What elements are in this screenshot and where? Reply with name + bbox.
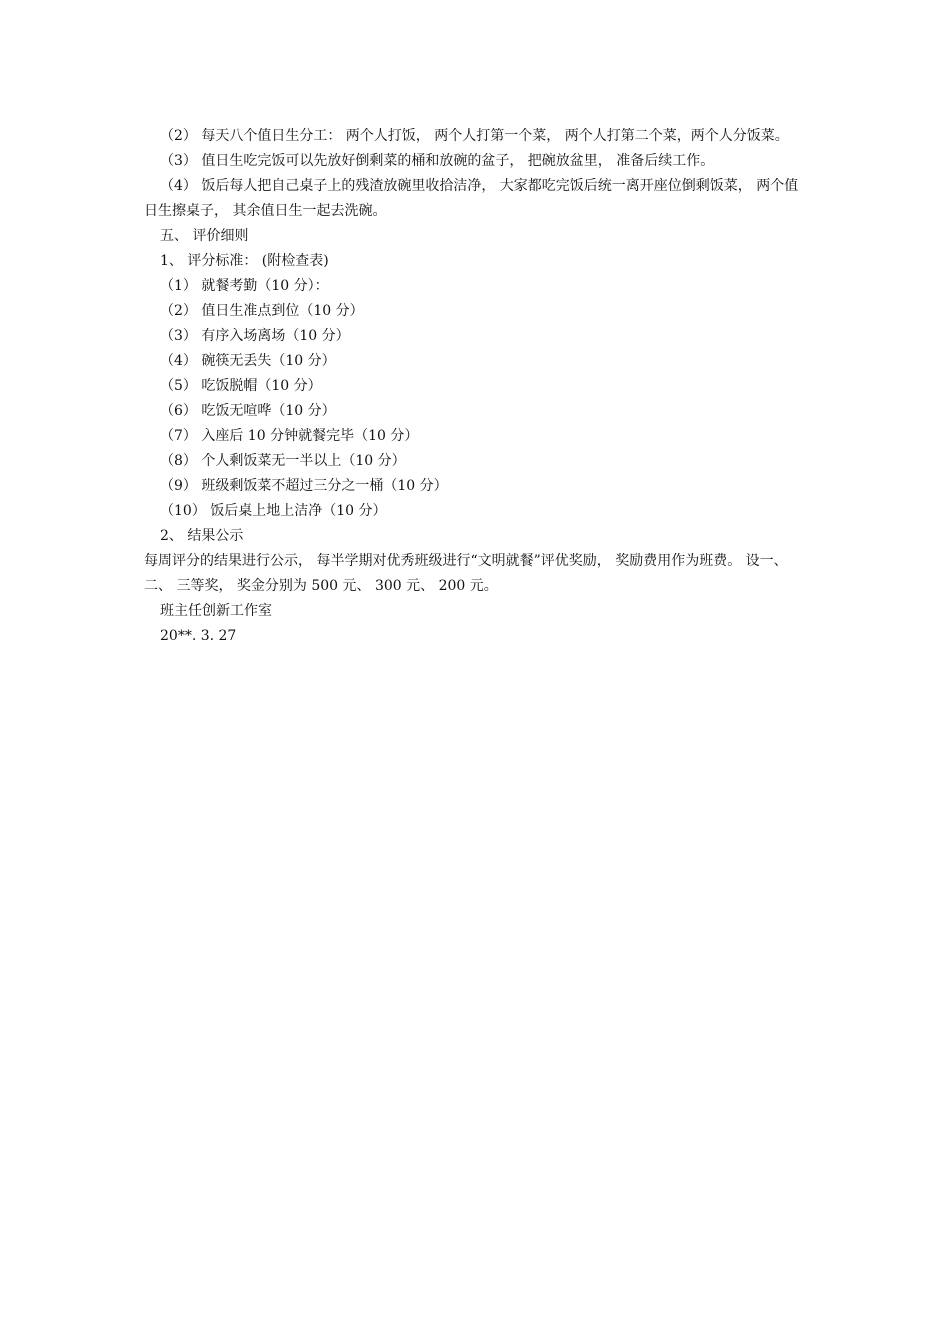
criterion-item: （3） 有序入场离场（10 分） — [160, 328, 350, 344]
criterion-item: （2） 值日生准点到位（10 分） — [160, 303, 364, 319]
criterion-item: （1） 就餐考勤（10 分）： — [160, 278, 329, 294]
document-date: 20**. 3. 27 — [160, 628, 237, 644]
criterion-item: （10） 饭后桌上地上洁净（10 分） — [160, 503, 387, 519]
paragraph-duty-division: （2） 每天八个值日生分工： 两个人打饭， 两个人打第一个菜， 两个人打第二个菜，两个人分饭菜。 — [160, 128, 789, 144]
author-signature: 班主任创新工作室 — [160, 603, 272, 619]
criterion-item: （7） 入座后 10 分钟就餐完毕（10 分） — [160, 428, 419, 444]
criterion-item: （5） 吃饭脱帽（10 分） — [160, 378, 322, 394]
paragraph-duty-after-meal: （3） 值日生吃完饭可以先放好倒剩菜的桶和放碗的盆子， 把碗放盆里， 准备后续工作。 — [160, 153, 715, 169]
document-body — [144, 124, 808, 649]
criterion-item: （9） 班级剩饭菜不超过三分之一桶（10 分） — [160, 478, 448, 494]
criterion-item: （8） 个人剩饭菜无一半以上（10 分） — [160, 453, 406, 469]
subheading-results: 2、 结果公示 — [160, 528, 244, 544]
paragraph-cleanup: （4） 饭后每人把自己桌子上的残渣放碗里收拾洁净， 大家都吃完饭后统一离开座位倒剩饭菜， 两个值日生擦桌子， 其余值日生一起去洗碗。 — [144, 178, 799, 219]
paragraph-results-announcement: 每周评分的结果进行公示， 每半学期对优秀班级进行“文明就餐”评优奖励， 奖励费用作为班费。 设一、 二、 三等奖， 奖金分别为 500 元、 300 元、 200 元。 — [144, 553, 788, 594]
criterion-item: （6） 吃饭无喧哗（10 分） — [160, 403, 336, 419]
subheading-scoring-standard: 1、 评分标准： (附检查表) — [160, 253, 329, 269]
criterion-item: （4） 碗筷无丢失（10 分） — [160, 353, 336, 369]
section-heading-evaluation: 五、 评价细则 — [160, 228, 249, 244]
